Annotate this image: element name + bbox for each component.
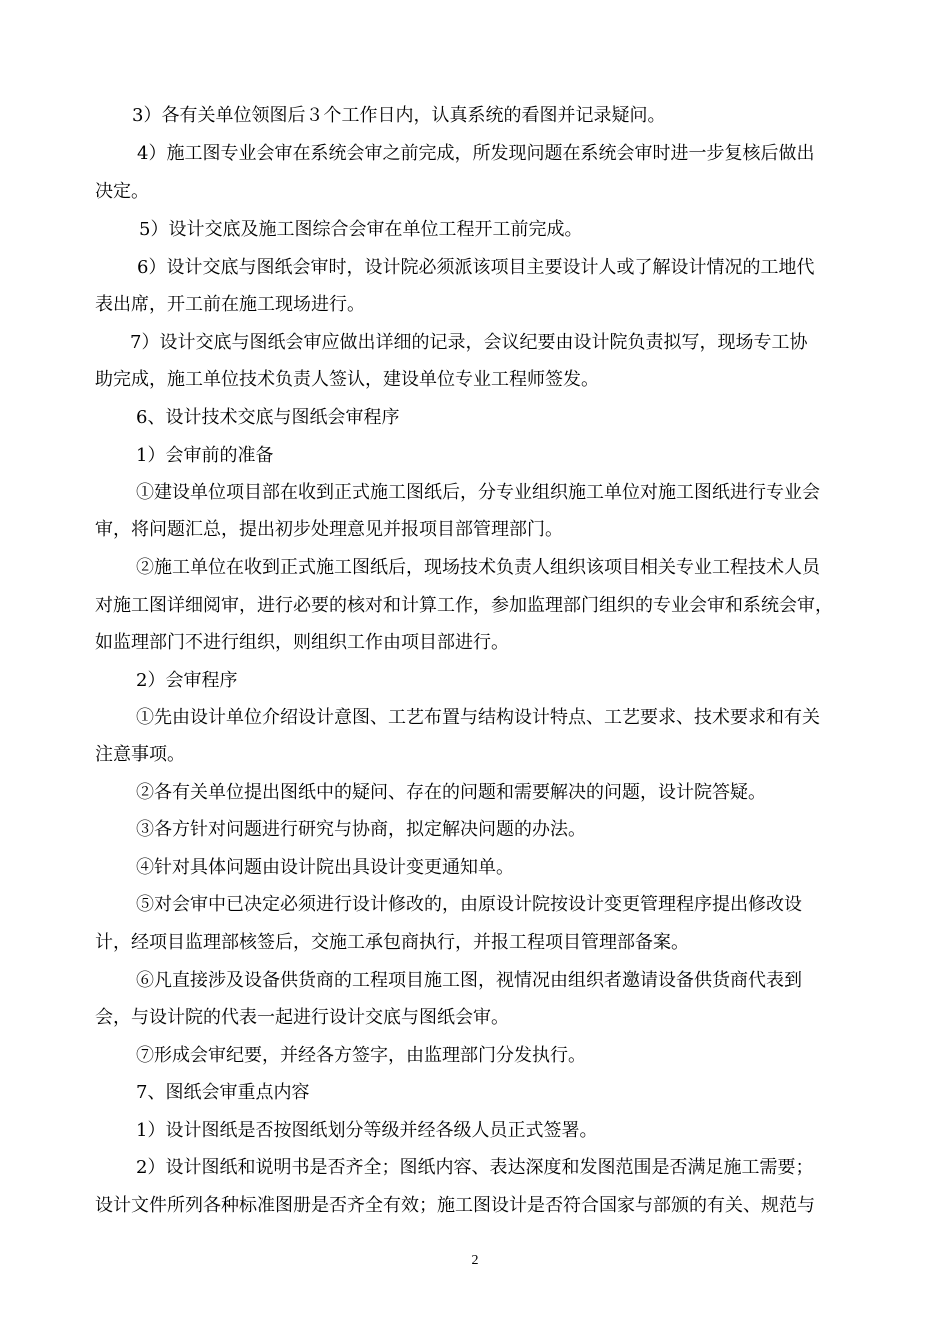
- text-line: ①建设单位项目部在收到正式施工图纸后，分专业组织施工单位对施工图纸进行专业会: [136, 482, 820, 503]
- text-line: 3）各有关单位领图后３个工作日内，认真系统的看图并记录疑问。: [132, 105, 666, 126]
- text-line: 计，经项目监理部核签后，交施工承包商执行，并报工程项目管理部备案。: [95, 932, 689, 953]
- text-line: 1）设计图纸是否按图纸划分等级并经各级人员正式签署。: [136, 1120, 598, 1141]
- text-line: ②各有关单位提出图纸中的疑问、存在的问题和需要解决的问题，设计院答疑。: [136, 782, 766, 803]
- text-line: ④针对具体问题由设计院出具设计变更通知单。: [136, 857, 514, 878]
- text-line: 助完成，施工单位技术负责人签认，建设单位专业工程师签发。: [95, 369, 599, 390]
- text-line: ⑦形成会审纪要，并经各方签字，由监理部门分发执行。: [136, 1045, 586, 1066]
- subsection-heading: 2）会审程序: [136, 670, 238, 691]
- section-heading: 7、图纸会审重点内容: [136, 1082, 310, 1103]
- text-line: ③各方针对问题进行研究与协商，拟定解决问题的办法。: [136, 819, 586, 840]
- text-line: 会，与设计院的代表一起进行设计交底与图纸会审。: [95, 1007, 509, 1028]
- text-line: ②施工单位在收到正式施工图纸后，现场技术负责人组织该项目相关专业工程技术人员: [136, 557, 820, 578]
- page-number: 2: [471, 1253, 479, 1268]
- text-line: 注意事项。: [95, 744, 185, 765]
- text-line: 表出席，开工前在施工现场进行。: [95, 294, 365, 315]
- section-heading: 6、设计技术交底与图纸会审程序: [136, 407, 400, 428]
- text-line: 审，将问题汇总，提出初步处理意见并报项目部管理部门。: [95, 519, 563, 540]
- text-line: ⑥凡直接涉及设备供货商的工程项目施工图，视情况由组织者邀请设备供货商代表到: [136, 970, 802, 991]
- text-line: 决定。: [95, 181, 149, 202]
- text-line: 设计文件所列各种标准图册是否齐全有效；施工图设计是否符合国家与部颁的有关、规范与: [95, 1195, 815, 1216]
- text-line: 对施工图详细阅审，进行必要的核对和计算工作，参加监理部门组织的专业会审和系统会审，: [95, 595, 833, 616]
- text-line: 如监理部门不进行组织，则组织工作由项目部进行。: [95, 632, 509, 653]
- text-line: 2）设计图纸和说明书是否齐全；图纸内容、表达深度和发图范围是否满足施工需要；: [136, 1157, 814, 1178]
- text-line: 4）施工图专业会审在系统会审之前完成，所发现问题在系统会审时进一步复核后做出: [137, 143, 815, 164]
- text-line: 7）设计交底与图纸会审应做出详细的记录，会议纪要由设计院负责拟写，现场专工协: [130, 332, 808, 353]
- text-line: 5）设计交底及施工图综合会审在单位工程开工前完成。: [139, 219, 583, 240]
- text-line: 6）设计交底与图纸会审时，设计院必须派该项目主要设计人或了解设计情况的工地代: [137, 257, 815, 278]
- text-line: ①先由设计单位介绍设计意图、工艺布置与结构设计特点、工艺要求、技术要求和有关: [136, 707, 820, 728]
- text-line: ⑤对会审中已决定必须进行设计修改的，由原设计院按设计变更管理程序提出修改设: [136, 894, 802, 915]
- subsection-heading: 1）会审前的准备: [136, 445, 274, 466]
